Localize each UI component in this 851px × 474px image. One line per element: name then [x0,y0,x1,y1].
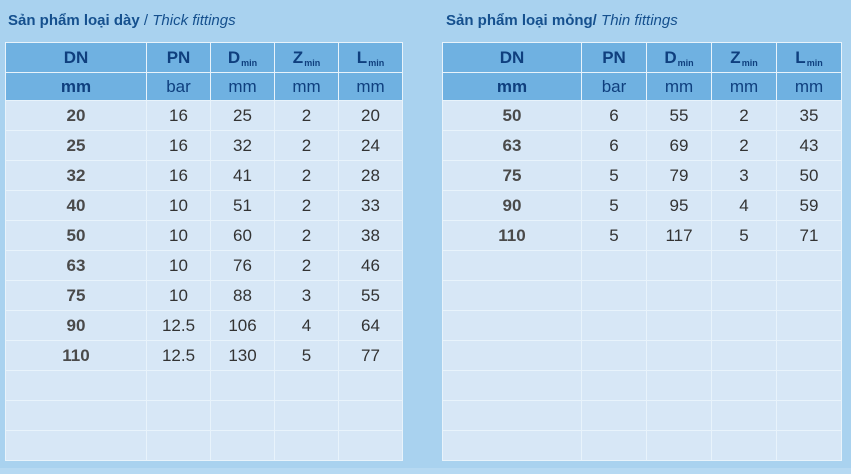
cell-z-min [712,341,777,371]
cell-l-min: 33 [339,191,403,221]
unit-pn: bar [582,73,647,101]
header-subscript: min [368,57,385,68]
cell-l-min: 20 [339,101,403,131]
cell-d-min [647,251,712,281]
cell-d-min [647,281,712,311]
cell-pn [582,251,647,281]
cell-dn: 90 [443,191,582,221]
cell-pn: 5 [582,221,647,251]
header-pn [147,43,211,73]
table-row [443,401,842,431]
table-row [6,401,403,431]
thin-fittings-panel [442,0,841,461]
cell-pn [582,401,647,431]
cell-d-min [647,401,712,431]
header-label: DN [499,47,525,67]
table-row [6,371,403,401]
thin-fittings-caption [442,0,841,42]
cell-dn: 63 [6,251,147,281]
cell-z-min: 3 [712,161,777,191]
caption-english: Thick fittings [152,12,236,29]
header-l-min [339,43,403,73]
cell-dn [6,371,147,401]
header-label: D [227,47,241,67]
unit-pn: bar [147,73,211,101]
cell-dn [6,431,147,461]
cell-dn: 110 [443,221,582,251]
unit-dn: mm [6,73,147,101]
cell-d-min: 130 [211,341,275,371]
unit-dn: mm [443,73,582,101]
cell-dn [6,401,147,431]
cell-z-min: 2 [275,221,339,251]
cell-z-min: 2 [712,101,777,131]
header-subscript: min [741,57,758,68]
table-row [443,431,842,461]
cell-pn: 10 [147,221,211,251]
header-label: L [356,47,368,67]
cell-l-min [339,401,403,431]
cell-pn: 6 [582,131,647,161]
thick-fittings-table [5,42,403,461]
header-label: Z [292,47,304,67]
cell-l-min: 38 [339,221,403,251]
cell-pn: 6 [582,101,647,131]
cell-d-min [647,311,712,341]
caption-vietnamese: Sản phẩm loại mỏng/ [446,12,597,29]
cell-d-min: 25 [211,101,275,131]
cell-z-min: 5 [275,341,339,371]
cell-d-min: 32 [211,131,275,161]
table-row [6,191,403,221]
cell-z-min [712,371,777,401]
unit-z-min: mm [275,73,339,101]
cell-d-min [647,371,712,401]
cell-l-min [777,371,842,401]
table-row [6,311,403,341]
cell-d-min [211,431,275,461]
header-label: PN [166,47,191,67]
cell-l-min [339,371,403,401]
header-z-min [275,43,339,73]
cell-dn: 32 [6,161,147,191]
cell-pn [582,371,647,401]
cell-d-min: 55 [647,101,712,131]
cell-d-min [647,431,712,461]
table-row [6,101,403,131]
header-z-min [712,43,777,73]
cell-l-min: 28 [339,161,403,191]
cell-dn: 50 [6,221,147,251]
cell-pn: 5 [582,161,647,191]
header-subscript: min [806,57,823,68]
cell-l-min: 35 [777,101,842,131]
cell-z-min [712,311,777,341]
thick-fittings-panel [5,0,402,461]
unit-l-min: mm [339,73,403,101]
cell-pn: 10 [147,191,211,221]
table-row [6,131,403,161]
table-row [443,161,842,191]
header-label: PN [602,47,626,67]
thick-fittings-caption [5,0,402,42]
cell-dn [443,311,582,341]
cell-dn [443,401,582,431]
cell-z-min: 2 [712,131,777,161]
caption-vietnamese: Sản phẩm loại dày [8,12,140,29]
cell-dn: 50 [443,101,582,131]
cell-d-min [647,341,712,371]
cell-l-min: 64 [339,311,403,341]
cell-d-min: 79 [647,161,712,191]
cell-d-min: 51 [211,191,275,221]
cell-z-min: 3 [275,281,339,311]
cell-d-min [211,371,275,401]
cell-z-min: 2 [275,101,339,131]
cell-dn: 75 [443,161,582,191]
unit-d-min: mm [647,73,712,101]
cell-z-min: 2 [275,191,339,221]
table-row [443,371,842,401]
table-row [443,341,842,371]
cell-dn: 20 [6,101,147,131]
header-d-min [211,43,275,73]
table-row [6,251,403,281]
cell-pn: 10 [147,251,211,281]
cell-pn [582,311,647,341]
header-label: L [795,47,806,67]
cell-pn: 12.5 [147,341,211,371]
cell-l-min [777,281,842,311]
cell-z-min: 5 [712,221,777,251]
cell-l-min: 43 [777,131,842,161]
cell-pn [582,281,647,311]
cell-l-min [777,311,842,341]
cell-l-min [777,431,842,461]
cell-dn [443,371,582,401]
cell-z-min [275,401,339,431]
cell-l-min: 59 [777,191,842,221]
cell-dn: 63 [443,131,582,161]
header-label: DN [63,47,89,67]
header-l-min [777,43,842,73]
header-subscript: min [304,57,321,68]
cell-pn: 16 [147,101,211,131]
cell-l-min: 50 [777,161,842,191]
cell-pn: 16 [147,131,211,161]
bottom-strip [0,468,851,474]
table-row [6,161,403,191]
cell-pn [582,431,647,461]
header-d-min [647,43,712,73]
cell-l-min: 24 [339,131,403,161]
cell-l-min: 55 [339,281,403,311]
cell-dn: 75 [6,281,147,311]
unit-row [6,73,403,101]
cell-l-min [777,401,842,431]
cell-d-min: 88 [211,281,275,311]
table-row [6,341,403,371]
table-row [443,251,842,281]
header-subscript: min [677,57,694,68]
header-pn [582,43,647,73]
cell-z-min: 4 [275,311,339,341]
unit-row [443,73,842,101]
cell-dn: 110 [6,341,147,371]
cell-z-min [712,251,777,281]
table-row [443,191,842,221]
cell-d-min: 60 [211,221,275,251]
cell-dn [443,281,582,311]
cell-d-min: 41 [211,161,275,191]
cell-pn [582,341,647,371]
cell-z-min: 4 [712,191,777,221]
table-row [443,221,842,251]
cell-d-min: 95 [647,191,712,221]
cell-pn: 12.5 [147,311,211,341]
header-row [6,43,403,73]
cell-d-min: 106 [211,311,275,341]
cell-dn: 40 [6,191,147,221]
caption-english: Thin fittings [601,12,678,29]
cell-d-min [211,401,275,431]
cell-dn [443,251,582,281]
table-row [443,101,842,131]
cell-dn: 25 [6,131,147,161]
cell-pn [147,401,211,431]
cell-z-min [712,431,777,461]
unit-l-min: mm [777,73,842,101]
table-row [443,131,842,161]
cell-dn: 90 [6,311,147,341]
cell-d-min: 117 [647,221,712,251]
table-row [6,431,403,461]
cell-d-min: 69 [647,131,712,161]
unit-d-min: mm [211,73,275,101]
header-label: Z [730,47,741,67]
cell-z-min [712,401,777,431]
table-row [443,281,842,311]
cell-dn [443,341,582,371]
cell-pn [147,371,211,401]
cell-l-min [777,341,842,371]
unit-z-min: mm [712,73,777,101]
cell-d-min: 76 [211,251,275,281]
cell-l-min [777,251,842,281]
table-row [443,311,842,341]
cell-z-min [275,371,339,401]
cell-l-min [339,431,403,461]
caption-separator: / [139,12,153,29]
cell-dn [443,431,582,461]
thin-fittings-table [442,42,842,461]
cell-l-min: 46 [339,251,403,281]
cell-pn: 5 [582,191,647,221]
header-dn [6,43,147,73]
table-row [6,281,403,311]
cell-z-min: 2 [275,161,339,191]
header-label: D [664,47,677,67]
cell-l-min: 77 [339,341,403,371]
header-subscript: min [241,57,258,68]
cell-pn [147,431,211,461]
cell-pn: 10 [147,281,211,311]
cell-z-min [275,431,339,461]
cell-l-min: 71 [777,221,842,251]
header-row [443,43,842,73]
cell-pn: 16 [147,161,211,191]
cell-z-min: 2 [275,131,339,161]
header-dn [443,43,582,73]
table-row [6,221,403,251]
cell-z-min: 2 [275,251,339,281]
cell-z-min [712,281,777,311]
